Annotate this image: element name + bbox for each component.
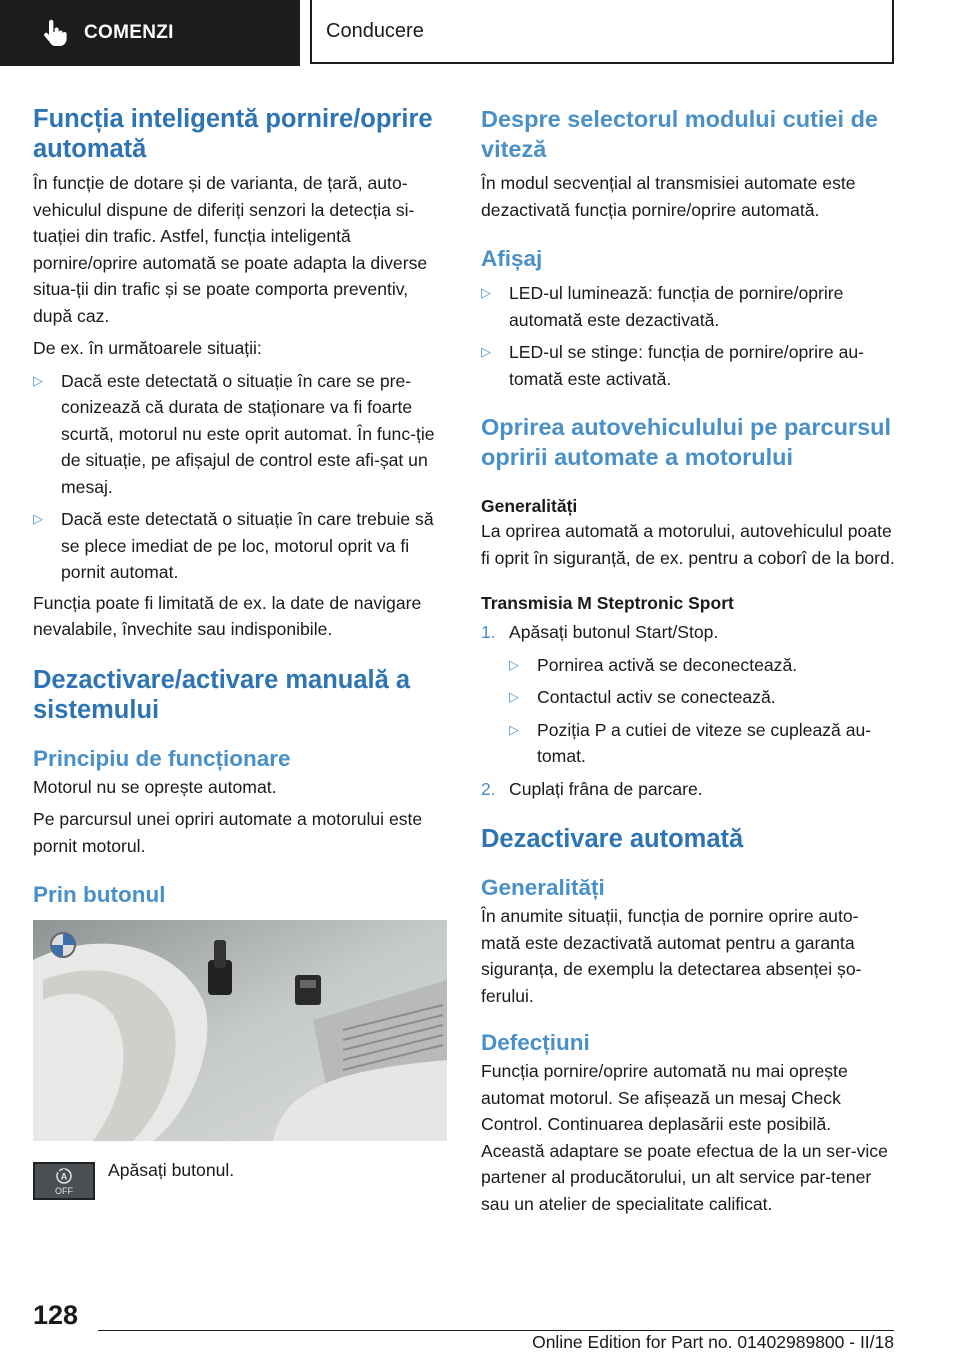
- general-paragraph: La oprirea automată a motorului, autovehiculul poate fi oprit în siguranță, de ex. pentru a coborî de la bord.: [481, 521, 895, 568]
- hand-pointer-icon: [40, 18, 70, 48]
- page-number: 128: [33, 1300, 79, 1330]
- auto-start-stop-icon: [35, 1164, 93, 1198]
- heading-faults: Defecțiuni: [481, 1030, 590, 1055]
- intro-paragraph: În funcție de dotare și de varianta, de țară, auto-vehiculul dispune de diferiți senzori la detecția si-tuației din trafic. Astfel, funcția inteligentă pornire/oprire automată se poate adapta la diverse situa-ții din trafic și se poate comporta preventiv, după caz.: [33, 173, 428, 326]
- edition-footer: Online Edition for Part no. 01402989800 - II/18: [532, 1332, 894, 1352]
- list-item: ▷ Pornirea activă se deconectează.: [509, 652, 895, 679]
- auto-start-stop-off-button[interactable]: [33, 1162, 95, 1200]
- list-item: ▷ LED-ul se stinge: funcția de pornire/oprire au-tomată este activată.: [481, 339, 895, 392]
- heading-manual-deactivation: Dezactivare/activare manuală a sistemului: [33, 665, 411, 724]
- heading-by-button: Prin butonul: [33, 882, 166, 907]
- heading-auto-deactivation: Dezactivare automată: [481, 825, 744, 853]
- dashboard-photo: [33, 920, 447, 1141]
- triangle-bullet-icon: ▷: [481, 344, 491, 359]
- list-item: 1. Apăsați butonul Start/Stop.: [481, 622, 719, 642]
- heading-smart-start-stop: Funcția inteligentă pornire/oprire automată: [33, 105, 433, 163]
- svg-text:OFF: OFF: [55, 1186, 73, 1196]
- svg-text:A: A: [60, 1171, 68, 1182]
- example-intro: De ex. în următoarele situații:: [33, 338, 262, 358]
- chapter-label: COMENZI: [84, 22, 174, 43]
- right-column: [481, 104, 895, 1217]
- faults-paragraph: Funcția pornire/oprire automată nu mai oprește automat motorul. Se afișează un mesaj Check Control. Continuarea deplasării este posibilă. Această adaptare se poate efectua de la un ser-vice partener al producătorului, un alt service par-tener sau un atelier de specialitate calificat.: [481, 1061, 888, 1214]
- general-paragraph-2: În anumite situații, funcția de pornire oprire auto-mată este dezactivată automat pentru a garanta siguranța, de exemplu la detectarea absenței șo-ferului.: [481, 906, 862, 1006]
- heading-general-2: Generalități: [481, 875, 605, 900]
- heading-stopping-vehicle: Oprirea autovehiculului pe parcursul opririi automate a motorului: [481, 414, 892, 470]
- list-item: ▷ Dacă este detectată o situație în care se pre-conizează că durata de staționare va fi foarte scurtă, motorul nu este oprit automat. În func-ție de situație, pe afișajul de control este afi-șat un mesaj.: [33, 368, 447, 501]
- list-item: ▷ Poziția P a cutiei de viteze se cuplează au-tomat.: [509, 717, 895, 770]
- list-item: ▷ Contactul activ se conectează.: [509, 684, 895, 711]
- triangle-bullet-icon: ▷: [481, 285, 491, 300]
- heading-transmission: Transmisia M Steptronic Sport: [481, 593, 734, 613]
- triangle-bullet-icon: ▷: [509, 689, 519, 704]
- list-item: ▷ Dacă este detectată o situație în care trebuie să se plece imediat de pe loc, motorul oprit va fi pornit automat.: [33, 506, 447, 586]
- heading-display: Afișaj: [481, 246, 543, 271]
- heading-gear-selector: Despre selectorul modului cutiei de viteză: [481, 106, 878, 162]
- button-caption: Apăsați butonul.: [108, 1160, 235, 1180]
- left-column: [33, 104, 447, 908]
- triangle-bullet-icon: ▷: [509, 656, 519, 672]
- list-item: ▷ LED-ul luminează: funcția de pornire/oprire automată este dezactivată.: [481, 280, 895, 333]
- principle-paragraph-2: Pe parcursul unei opriri automate a motorului este pornit motorul.: [33, 809, 423, 856]
- triangle-bullet-icon: ▷: [33, 511, 43, 526]
- principle-paragraph-1: Motorul nu se oprește automat.: [33, 776, 277, 797]
- section-header: [310, 0, 894, 64]
- section-label: Conducere: [326, 19, 424, 42]
- selector-paragraph: În modul secvențial al transmisiei automate este dezactivată funcția pornire/oprire automată.: [481, 173, 856, 220]
- triangle-bullet-icon: ▷: [509, 721, 519, 737]
- limitation-paragraph: Funcția poate fi limitată de ex. la date de navigare nevalabile, învechite sau indisponibile.: [33, 592, 422, 639]
- triangle-bullet-icon: ▷: [33, 372, 43, 388]
- heading-principle: Principiu de funcționare: [33, 745, 291, 771]
- list-item: 2. Cuplați frâna de parcare.: [481, 778, 703, 799]
- footer-divider: [98, 1330, 894, 1331]
- chapter-tab[interactable]: [0, 0, 300, 66]
- heading-general: Generalități: [481, 496, 578, 516]
